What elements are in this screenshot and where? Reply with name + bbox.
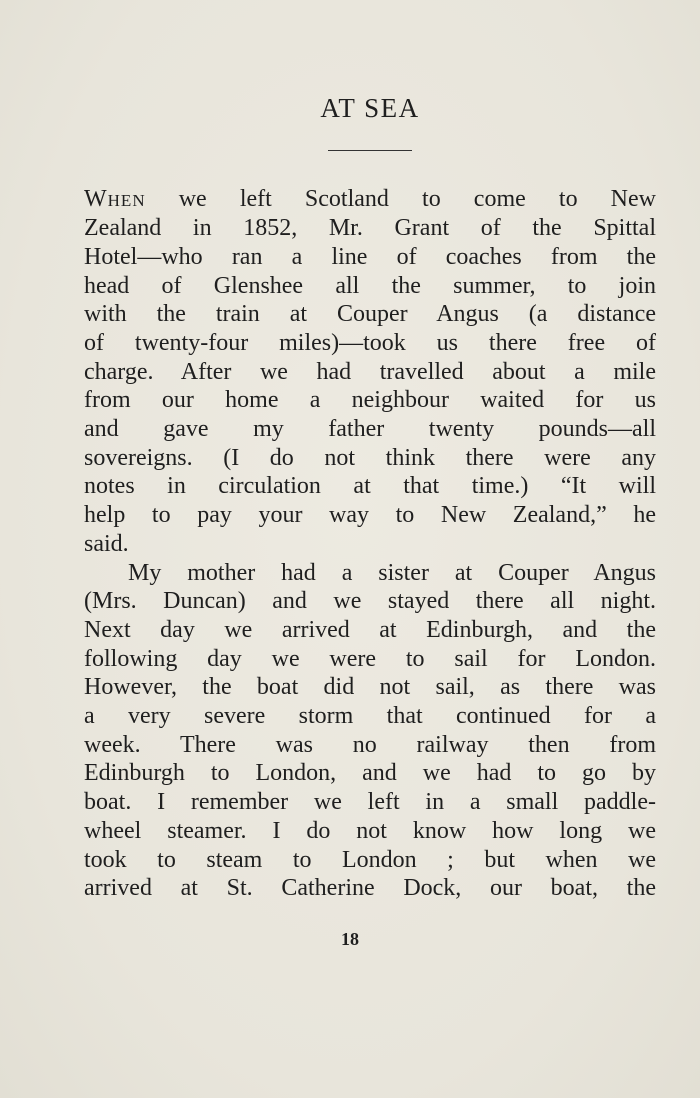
text-line: following day we were to sail for London.	[84, 645, 656, 672]
text-line: help to pay your way to New Zealand,” he	[84, 502, 656, 529]
page-number: 18	[341, 929, 359, 949]
text-line: Hotel—who ran a line of coaches from the	[84, 243, 656, 270]
text-line: Edinburgh to London, and we had to go by	[84, 760, 656, 787]
text-line: with the train at Couper Angus (a distance	[84, 301, 656, 328]
text-line: took to steam to London ; but when we	[84, 846, 656, 873]
text-line: (Mrs. Duncan) and we stayed there all night.	[84, 588, 656, 615]
lead-word: When	[84, 186, 146, 213]
chapter-title: AT SEA	[320, 93, 420, 123]
text-line: My mother had a sister at Couper Angus	[128, 559, 656, 586]
text-line-rest: we left Scotland to come to New	[145, 186, 656, 213]
text-line: arrived at St. Catherine Dock, our boat, the	[84, 875, 656, 902]
text-line: said.	[84, 530, 129, 557]
text-line: week. There was no railway then from	[84, 731, 656, 758]
text-line: notes in circulation at that time.) “It will	[84, 473, 656, 500]
text-line: Next day we arrived at Edinburgh, and the	[84, 616, 656, 643]
text-line: charge. After we had travelled about a mile	[84, 358, 656, 385]
text-line: of twenty-four miles)—took us there free of	[84, 329, 656, 356]
text-line	[84, 185, 656, 214]
text-line: wheel steamer. I do not know how long we	[84, 817, 656, 844]
text-line: head of Glenshee all the summer, to join	[84, 272, 656, 299]
text-line: However, the boat did not sail, as there was	[84, 674, 656, 701]
text-line: and gave my father twenty pounds—all	[84, 416, 656, 443]
text-line: Zealand in 1852, Mr. Grant of the Spittal	[84, 215, 656, 242]
body-text	[84, 185, 656, 903]
paragraph-1	[84, 185, 656, 558]
text-line: boat. I remember we left in a small paddle-	[84, 789, 656, 816]
text-line: sovereigns. (I do not think there were any	[84, 444, 656, 471]
title-rule	[328, 150, 412, 151]
paragraph-2	[84, 559, 656, 903]
text-line: a very severe storm that continued for a	[84, 703, 656, 730]
text-line: from our home a neighbour waited for us	[84, 387, 656, 414]
